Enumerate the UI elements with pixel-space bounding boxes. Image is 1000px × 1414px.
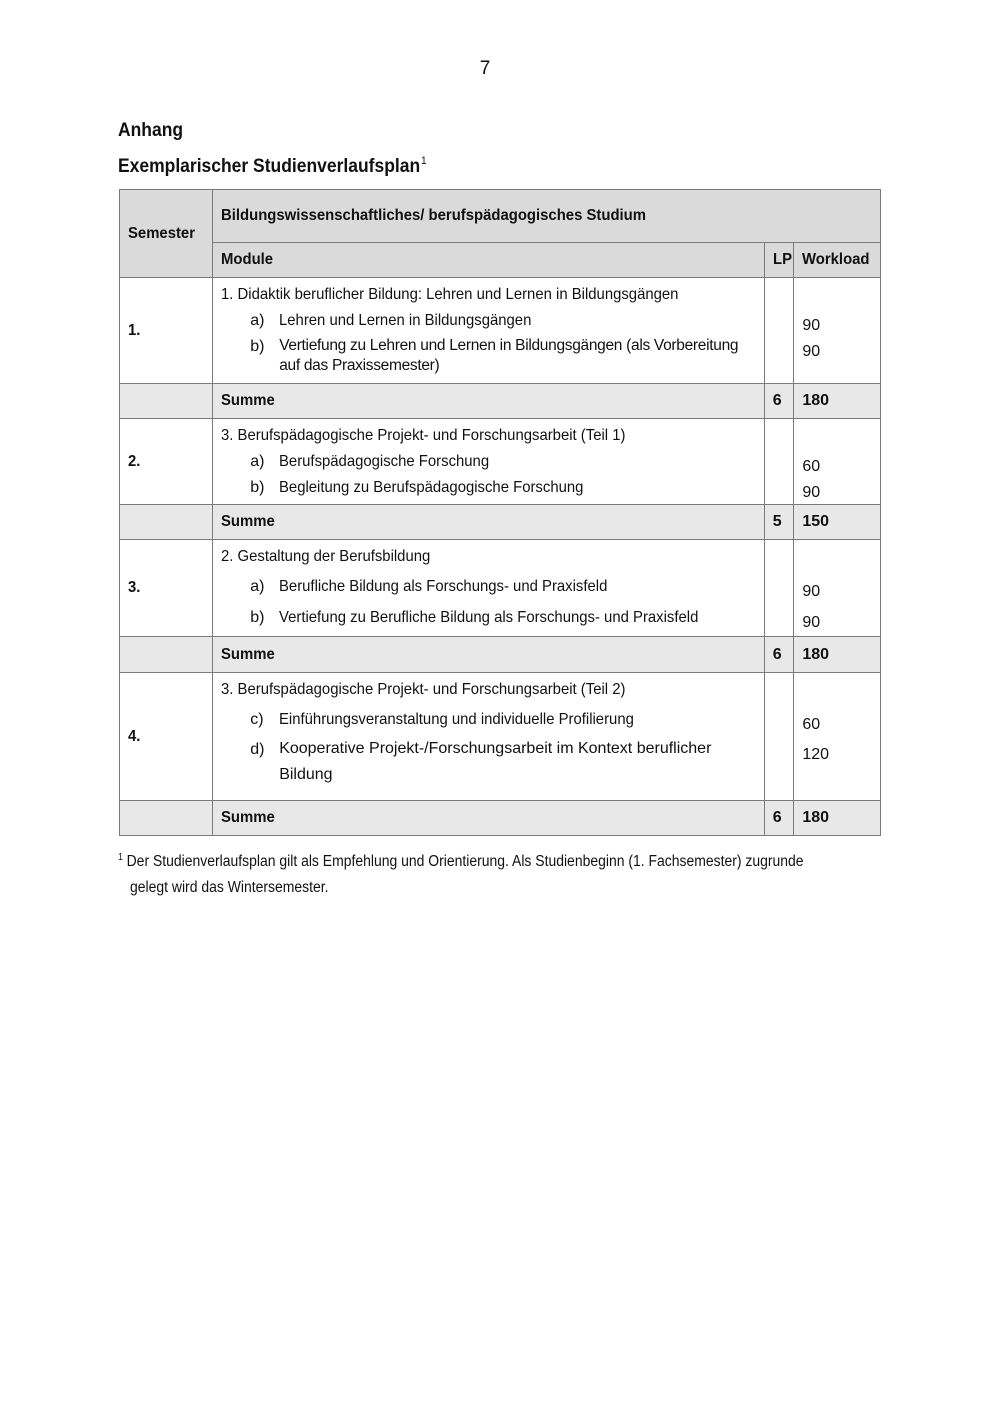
table-header-row [120,190,881,243]
sum-label: Summe [213,801,765,836]
lp-cell [764,419,794,505]
sum-workload: 180 [794,384,881,419]
workload-cell: 90 90 [794,278,881,384]
list-item: b) Vertiefung zu Lehren und Lernen in Bildungsgängen (als Vorbereitung auf das Praxissemester) [250,337,739,374]
module-title: 3. Berufspädagogische Projekt- und Forschungsarbeit (Teil 2) [221,681,626,698]
module-title: 2. Gestaltung der Berufsbildung [221,548,431,565]
lp-cell [764,540,794,637]
sum-workload: 180 [794,637,881,673]
table-row [120,278,881,384]
semester-label: 4. [120,673,213,801]
sum-lp: 6 [764,384,794,419]
list-item: b) Vertiefung zu Berufliche Bildung als Forschungs- und Praxisfeld [250,609,699,626]
list-item: b) Begleitung zu Berufspädagogische Forschung [250,479,584,496]
sum-lp: 5 [764,505,794,540]
module-cell [213,540,765,637]
sum-row [120,637,881,673]
table-row [120,419,881,505]
list-item: a) Berufspädagogische Forschung [250,453,490,470]
workload-cell: 60 90 [794,419,881,505]
sum-lp: 6 [764,637,794,673]
sum-workload: 150 [794,505,881,540]
column-header-row [120,243,881,278]
table-row [120,540,881,637]
footnote-line-2: gelegt wird das Wintersemester. [130,879,329,896]
semester-label: 3. [120,540,213,637]
module-cell [213,419,765,505]
list-item: a) Lehren und Lernen in Bildungsgängen [250,312,532,329]
module-title: 3. Berufspädagogische Projekt- und Forschungsarbeit (Teil 1) [221,427,626,444]
workload-header: Workload [794,243,881,278]
lp-cell [764,278,794,384]
modules-header: Module [213,243,765,278]
footnote [118,845,881,901]
sum-lp: 6 [764,801,794,836]
workload-cell: 60 120 [794,673,881,801]
sum-workload: 180 [794,801,881,836]
table-row [120,673,881,801]
sum-label: Summe [213,637,765,673]
sum-row [120,801,881,836]
module-cell [213,673,765,801]
plan-title [118,155,427,178]
list-item: d) Kooperative Projekt-/Forschungsarbeit im Kontext beruflicher Bildung [250,740,712,783]
sum-row [120,384,881,419]
sum-row [120,505,881,540]
semester-label: 1. [120,278,213,384]
lp-cell [764,673,794,801]
study-area-header: Bildungswissenschaftliches/ berufspädagogisches Studium [213,190,881,243]
plan-title-text: Exemplarischer Studienverlaufsplan [118,156,421,177]
sum-label: Summe [213,384,765,419]
semester-label: 2. [120,419,213,505]
module-cell [213,278,765,384]
study-plan-table [119,189,881,836]
semester-header: Semester [120,190,213,278]
page-number: 7 [479,58,491,79]
module-title: 1. Didaktik beruflicher Bildung: Lehren und Lernen in Bildungsgängen [221,286,679,303]
appendix-heading: Anhang [118,120,184,141]
sum-label: Summe [213,505,765,540]
lp-header: LP [764,243,794,278]
footnote-number: 1 [118,852,124,863]
list-item: a) Berufliche Bildung als Forschungs- und Praxisfeld [250,578,608,595]
workload-cell: 90 90 [794,540,881,637]
footnote-marker: 1 [421,155,427,167]
footnote-line-1: Der Studienverlaufsplan gilt als Empfehlung und Orientierung. Als Studienbeginn (1. Fachsemester) zugrunde [126,853,804,870]
list-item: c) Einführungsveranstaltung und individuelle Profilierung [250,711,635,728]
